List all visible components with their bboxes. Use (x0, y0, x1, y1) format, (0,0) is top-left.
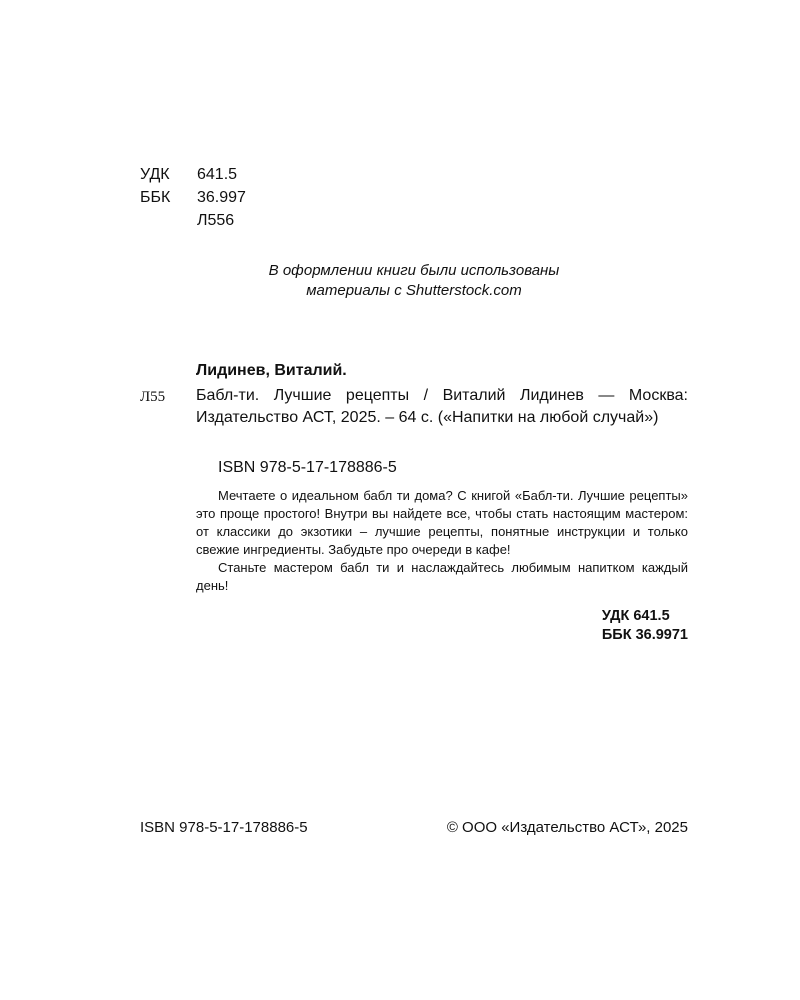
classification-row-author-sign (140, 209, 246, 232)
bibliographic-entry: Бабл-ти. Лучшие рецепты / Виталий Лидинев — Москва: Издательство АСТ, 2025. – 64 с. («Напитки на любой случай») (196, 387, 688, 426)
copyright: © ООО «Издательство АСТ», 2025 (446, 819, 688, 836)
annotation (196, 487, 688, 595)
classification-value: 641.5 (197, 166, 238, 183)
udk-code: УДК 641.5 (601, 608, 670, 624)
isbn: ISBN 978-5-17-178886-5 (218, 459, 397, 476)
classification-value: 36.997 (197, 189, 246, 206)
annotation-paragraph: Мечтаете о идеальном бабл ти дома? С книгой «Бабл-ти. Лучшие рецепты» это проще простого! Внутри вы найдете все, чтобы стать настоящим мастером: от классики до экзотики – лучшие рецепты, понятные инструкции и только свежие ингредиенты. Забудьте про очереди в кафе! (196, 488, 688, 557)
classification-block (140, 163, 246, 232)
classification-key (140, 209, 197, 232)
footer-isbn: ISBN 978-5-17-178886-5 (140, 819, 308, 836)
classification-key: УДК (140, 166, 170, 183)
classification-row-bbk (140, 186, 246, 209)
credits-line-2: материалы с Shutterstock.com (306, 282, 522, 299)
credits-line-1: В оформлении книги были использованы (268, 262, 560, 279)
bbk-code: ББК 36.9971 (601, 627, 688, 643)
classification-key: ББК (140, 189, 171, 206)
footer (140, 819, 688, 836)
classification-row-udk (140, 163, 246, 186)
classification-value: Л556 (197, 212, 235, 229)
udk-bbk-block (602, 607, 688, 645)
author-heading: Лидинев, Виталий. (196, 362, 347, 379)
author-sign: Л55 (140, 389, 166, 405)
annotation-paragraph: Станьте мастером бабл ти и наслаждайтесь любимым напитком каждый день! (196, 560, 688, 593)
image-credits (140, 261, 688, 301)
